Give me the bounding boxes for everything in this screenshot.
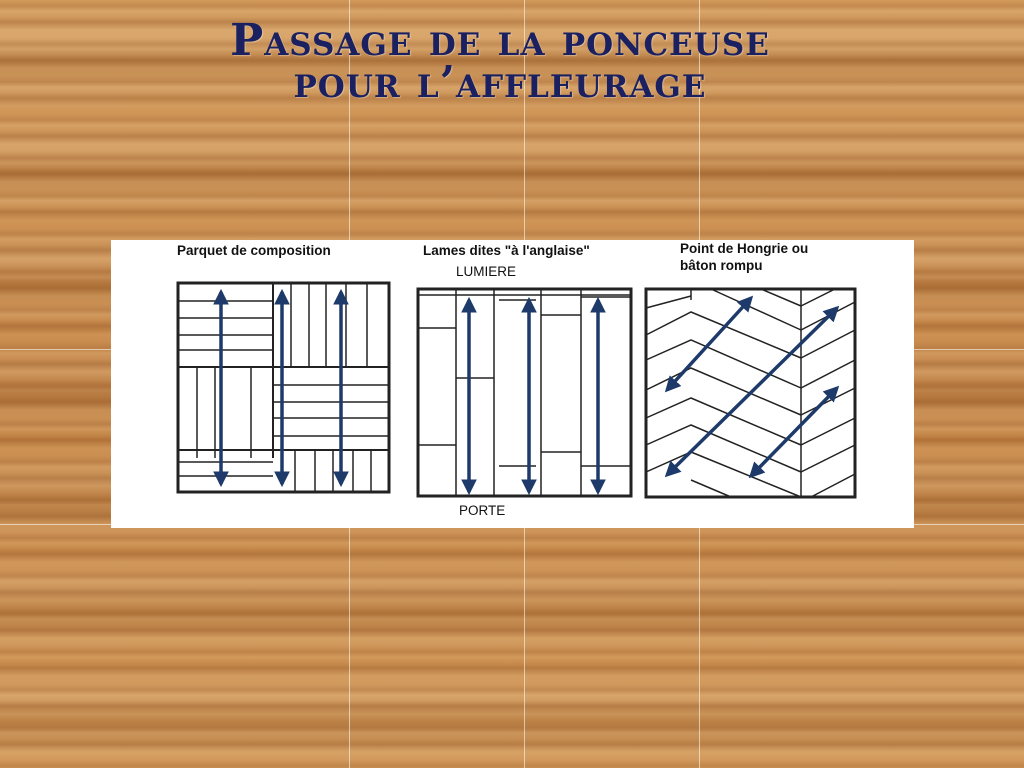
label-baton-rompu: bâton rompu bbox=[680, 258, 763, 273]
label-parquet-composition: Parquet de composition bbox=[177, 243, 331, 258]
slide-title-line2: pour l’affleurage bbox=[293, 57, 707, 108]
label-porte: PORTE bbox=[459, 503, 506, 518]
slide-title-line1: Passage de la ponceuse bbox=[230, 15, 770, 66]
sanding-arrow bbox=[667, 308, 837, 475]
parquet-diagram bbox=[111, 240, 914, 528]
label-lumiere: LUMIERE bbox=[456, 264, 517, 279]
diagram-panel bbox=[111, 240, 914, 528]
sanding-arrows-panel1 bbox=[221, 292, 341, 484]
label-lames-anglaise: Lames dites "à l'anglaise" bbox=[423, 243, 590, 258]
sanding-arrows-panel2 bbox=[469, 300, 598, 492]
label-point-hongrie: Point de Hongrie ou bbox=[680, 241, 809, 256]
sanding-arrow bbox=[751, 388, 837, 476]
slide-title bbox=[0, 15, 1000, 108]
